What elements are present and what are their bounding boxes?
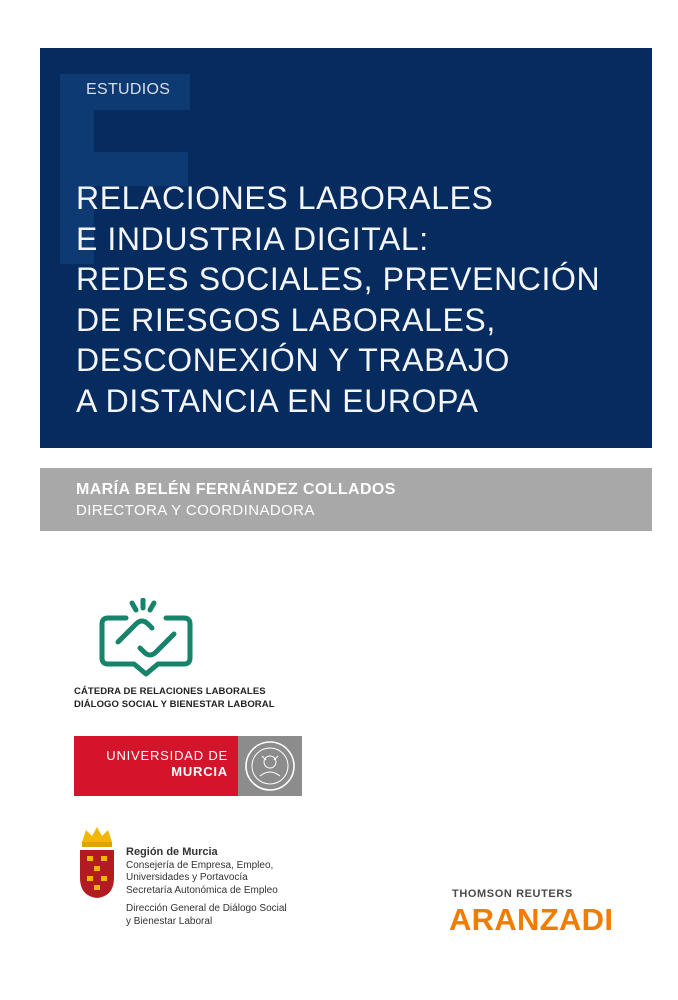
- region-line: y Bienestar Laboral: [126, 915, 213, 927]
- title-line: RELACIONES LABORALES: [76, 180, 494, 216]
- title-line: E INDUSTRIA DIGITAL:: [76, 220, 429, 257]
- title-line: DESCONEXIÓN Y TRABAJO: [76, 342, 511, 378]
- um-line1: UNIVERSIDAD DE: [106, 748, 228, 763]
- region-line: Universidades y Portavocía: [126, 872, 248, 883]
- catedra-line: CÁTEDRA DE RELACIONES LABORALES: [74, 686, 266, 697]
- title-line: DE RIESGOS LABORALES,: [76, 301, 496, 338]
- universidad-murcia-logo: [74, 736, 302, 796]
- author-role: DIRECTORA Y COORDINADORA: [76, 502, 315, 519]
- publisher-logo: ARANZADI: [449, 902, 614, 937]
- um-seal-icon: [244, 740, 296, 792]
- catedra-line: DIÁLOGO SOCIAL Y BIENESTAR LABORAL: [74, 699, 275, 710]
- region-line: Secretaría Autonómica de Empleo: [126, 884, 278, 896]
- author-name: MARÍA BELÉN FERNÁNDEZ COLLADOS: [76, 481, 396, 498]
- publisher-group: THOMSON REUTERS: [452, 888, 573, 900]
- series-label: ESTUDIOS: [86, 81, 171, 98]
- region-title: Región de Murcia: [126, 846, 218, 858]
- um-wordmark: [74, 736, 238, 796]
- um-seal-box: [238, 736, 302, 796]
- book-title: [76, 178, 600, 421]
- region-murcia-shield-icon: [74, 824, 120, 900]
- title-band: [40, 48, 652, 448]
- catedra-caption: [74, 685, 275, 711]
- catedra-handshake-icon: [96, 598, 198, 678]
- um-line2: MURCIA: [171, 764, 228, 779]
- author-band: [40, 468, 652, 531]
- region-line: Dirección General de Diálogo Social: [126, 903, 287, 914]
- title-line: REDES SOCIALES, PREVENCIÓN: [76, 261, 601, 297]
- title-line: A DISTANCIA EN EUROPA: [76, 382, 479, 419]
- region-line: Consejería de Empresa, Empleo,: [126, 859, 274, 871]
- region-murcia-text: [126, 846, 287, 928]
